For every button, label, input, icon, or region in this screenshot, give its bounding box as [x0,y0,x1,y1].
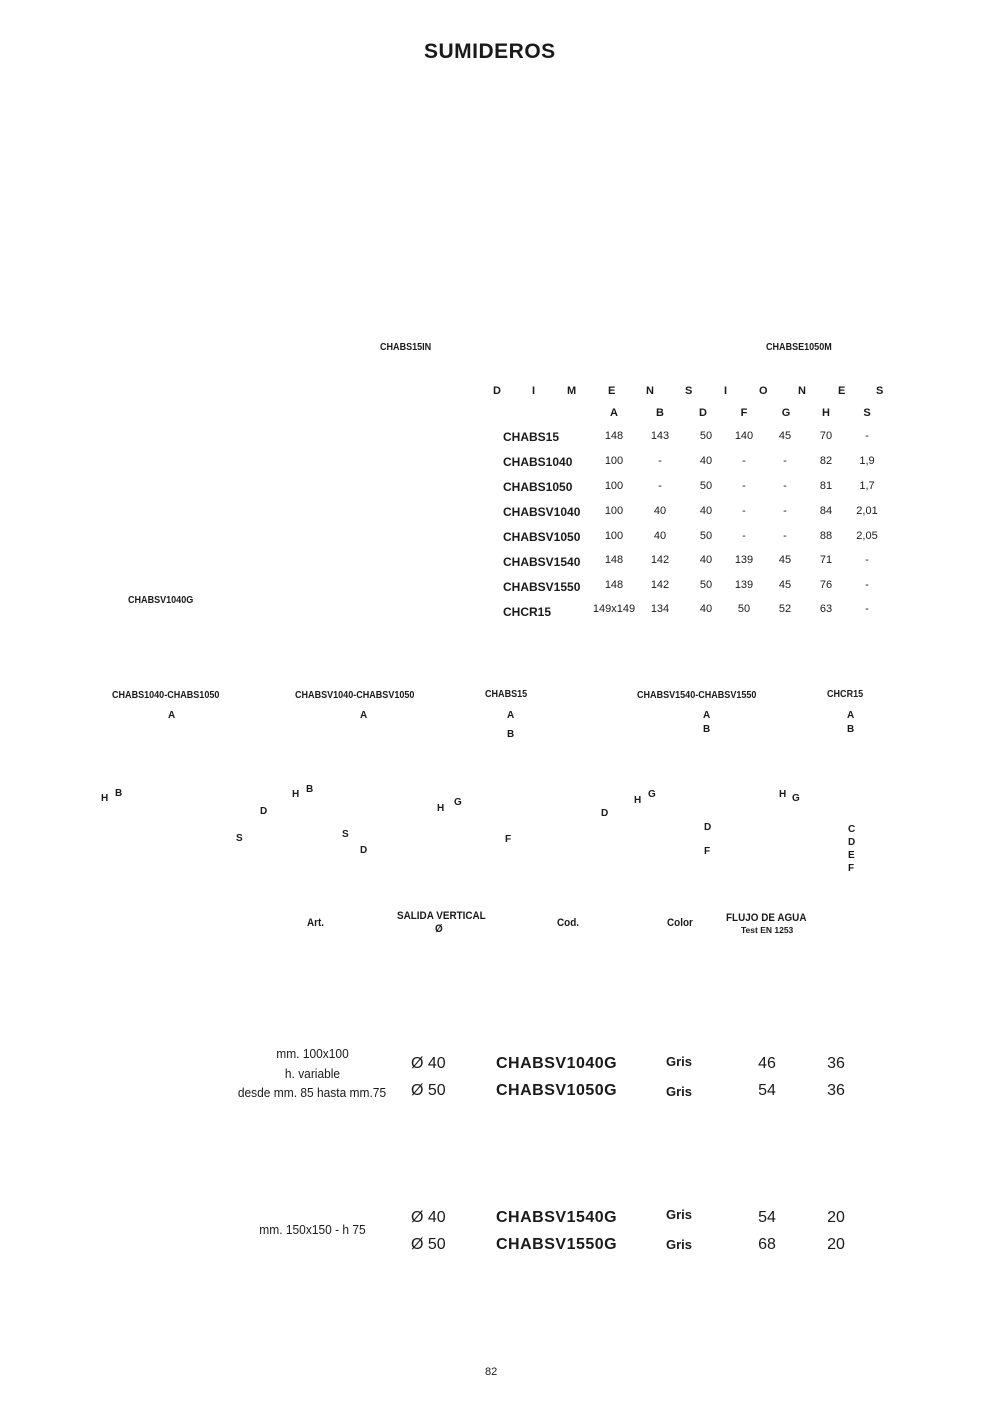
quantity: 36 [827,1055,845,1072]
header-flujo-de-agua: FLUJO DE AGUA [726,912,807,924]
diagram-title: CHABSV1540-CHABSV1550 [637,689,757,701]
row-model: CHABSV1040 [503,505,581,519]
table-cell: 63 [819,603,833,615]
table-cell: 81 [819,480,833,492]
table-cell: - [658,480,662,492]
dimension-label-h: H [779,789,787,800]
dimension-label-a: A [507,710,515,721]
dimensions-title-letter: I [532,385,536,397]
dimension-label-b: B [703,724,711,735]
dimensions-title-letter: I [724,385,728,397]
dimension-label-b: B [507,729,515,740]
water-flow: 54 [758,1082,776,1099]
product-code: CHABSV1040G [496,1055,618,1072]
table-cell: 52 [778,603,792,615]
water-flow: 46 [758,1055,776,1072]
dimensions-title-letter: S [685,385,693,397]
table-cell: 134 [650,603,670,615]
outlet-diameter: Ø 40 [411,1209,446,1226]
table-cell: 45 [778,430,792,442]
dimension-label-b: B [847,724,855,735]
product-description: h. variable [284,1066,341,1081]
dimensions-title-letter: D [493,385,501,397]
table-cell: 148 [604,554,624,566]
table-cell: 40 [653,505,667,517]
table-cell: - [742,530,746,542]
table-cell: 45 [778,579,792,591]
dimension-label-a: A [847,710,855,721]
caption-chabs15in: CHABS15IN [380,341,432,353]
table-cell: 100 [604,505,624,517]
table-cell: 40 [699,603,713,615]
dimension-label-g: G [648,789,656,800]
table-cell: 139 [734,554,754,566]
dimension-label-d: D [360,845,368,856]
table-cell: 88 [819,530,833,542]
dimension-label-d: D [704,822,712,833]
dimensions-title-letter: E [608,385,616,397]
table-cell: 148 [604,430,624,442]
caption-chabse1050m: CHABSE1050M [766,341,832,353]
dimension-label-e: E [848,850,855,861]
table-cell: 70 [819,430,833,442]
dimension-label-a: A [360,710,368,721]
table-cell: - [742,505,746,517]
table-cell: 50 [699,530,713,542]
header-art: Art. [307,917,325,929]
dimensions-column-header: B [656,407,664,419]
table-cell: - [865,430,869,442]
table-cell: - [783,480,787,492]
table-cell: 142 [650,579,670,591]
header-salida-vertical: SALIDA VERTICAL [397,910,486,922]
row-model: CHABS1040 [503,455,573,469]
table-cell: - [865,554,869,566]
diagram-title: CHCR15 [827,688,864,700]
dimensions-title-letter: O [759,385,768,397]
outlet-diameter: Ø 50 [411,1236,446,1253]
product-color: Gris [666,1237,693,1252]
product-color: Gris [666,1054,693,1069]
table-cell: 100 [604,480,624,492]
quantity: 20 [827,1236,845,1253]
dimension-label-d: D [848,837,856,848]
product-code: CHABSV1540G [496,1209,618,1226]
table-cell: 140 [734,430,754,442]
dimensions-column-header: F [740,407,748,419]
dimension-label-a: A [168,710,176,721]
table-cell: 1,7 [859,480,875,492]
dimension-label-b: B [115,788,123,799]
dimension-label-g: G [792,793,800,804]
dimension-label-h: H [634,795,642,806]
table-cell: 50 [737,603,751,615]
row-model: CHCR15 [503,605,552,619]
dimension-label-f: F [704,846,711,857]
caption-chabsv1040g: CHABSV1040G [128,594,194,606]
table-cell: 100 [604,530,624,542]
diagram-title: CHABS15 [485,688,528,700]
table-cell: 40 [653,530,667,542]
dimensions-title-letter: N [798,385,806,397]
table-cell: 40 [699,554,713,566]
header-diameter-symbol: Ø [435,923,443,935]
table-cell: 40 [699,505,713,517]
table-cell: - [658,455,662,467]
table-cell: 100 [604,455,624,467]
dimensions-title-letter: E [838,385,846,397]
dimensions-title-letter: S [876,385,884,397]
dimensions-title-letter: M [567,385,577,397]
dimension-label-g: G [454,797,462,808]
table-cell: - [742,480,746,492]
table-cell: 142 [650,554,670,566]
table-cell: 143 [650,430,670,442]
table-cell: 148 [604,579,624,591]
product-code: CHABSV1050G [496,1082,618,1099]
dimension-label-b: B [306,784,314,795]
product-description: mm. 150x150 - h 75 [259,1222,366,1237]
table-cell: 76 [819,579,833,591]
header-test-standard: Test EN 1253 [741,925,794,935]
row-model: CHABSV1050 [503,530,581,544]
table-cell: 50 [699,430,713,442]
product-color: Gris [666,1207,693,1222]
outlet-diameter: Ø 50 [411,1082,446,1099]
table-cell: - [783,530,787,542]
water-flow: 54 [758,1209,776,1226]
diagram-title: CHABS1040-CHABS1050 [112,689,220,701]
table-cell: 1,9 [859,455,875,467]
page-number: 82 [485,1366,498,1378]
table-cell: 2,01 [856,505,878,517]
table-cell: 50 [699,480,713,492]
table-cell: 84 [819,505,833,517]
dimension-label-s: S [236,833,243,844]
dimension-label-d: D [260,806,268,817]
quantity: 36 [827,1082,845,1099]
table-cell: 45 [778,554,792,566]
table-cell: 71 [819,554,833,566]
table-cell: - [865,579,869,591]
product-description: desde mm. 85 hasta mm.75 [237,1085,387,1100]
dimensions-column-header: D [699,407,707,419]
dimension-label-d: D [601,808,609,819]
dimensions-column-header: S [863,407,871,419]
dimension-label-h: H [437,803,445,814]
table-cell: 139 [734,579,754,591]
dimension-label-h: H [292,789,300,800]
dimension-label-h: H [101,793,109,804]
dimensions-column-header: G [781,407,791,419]
header-cod: Cod. [557,917,580,929]
row-model: CHABS1050 [503,480,573,494]
dimension-label-s: S [342,829,349,840]
dimension-label-f: F [505,834,512,845]
dimensions-column-header: A [610,407,618,419]
table-cell: 40 [699,455,713,467]
header-color: Color [667,917,693,929]
product-color: Gris [666,1084,693,1099]
dimensions-title-letter: N [646,385,654,397]
dimension-label-a: A [703,710,711,721]
dimensions-column-header: H [822,407,830,419]
row-model: CHABSV1550 [503,580,581,594]
outlet-diameter: Ø 40 [411,1055,446,1072]
table-cell: - [865,603,869,615]
diagram-title: CHABSV1040-CHABSV1050 [295,689,415,701]
product-code: CHABSV1550G [496,1236,618,1253]
table-cell: 149x149 [592,603,636,615]
row-model: CHABS15 [503,430,560,444]
quantity: 20 [827,1209,845,1226]
table-cell: - [783,505,787,517]
table-cell: 2,05 [856,530,878,542]
table-cell: - [783,455,787,467]
dimension-label-f: F [848,863,855,874]
page-title: SUMIDEROS [424,40,556,63]
row-model: CHABSV1540 [503,555,581,569]
table-cell: 82 [819,455,833,467]
table-cell: - [742,455,746,467]
table-cell: 50 [699,579,713,591]
water-flow: 68 [758,1236,776,1253]
product-description: mm. 100x100 [276,1046,349,1061]
dimension-label-c: C [848,824,856,835]
